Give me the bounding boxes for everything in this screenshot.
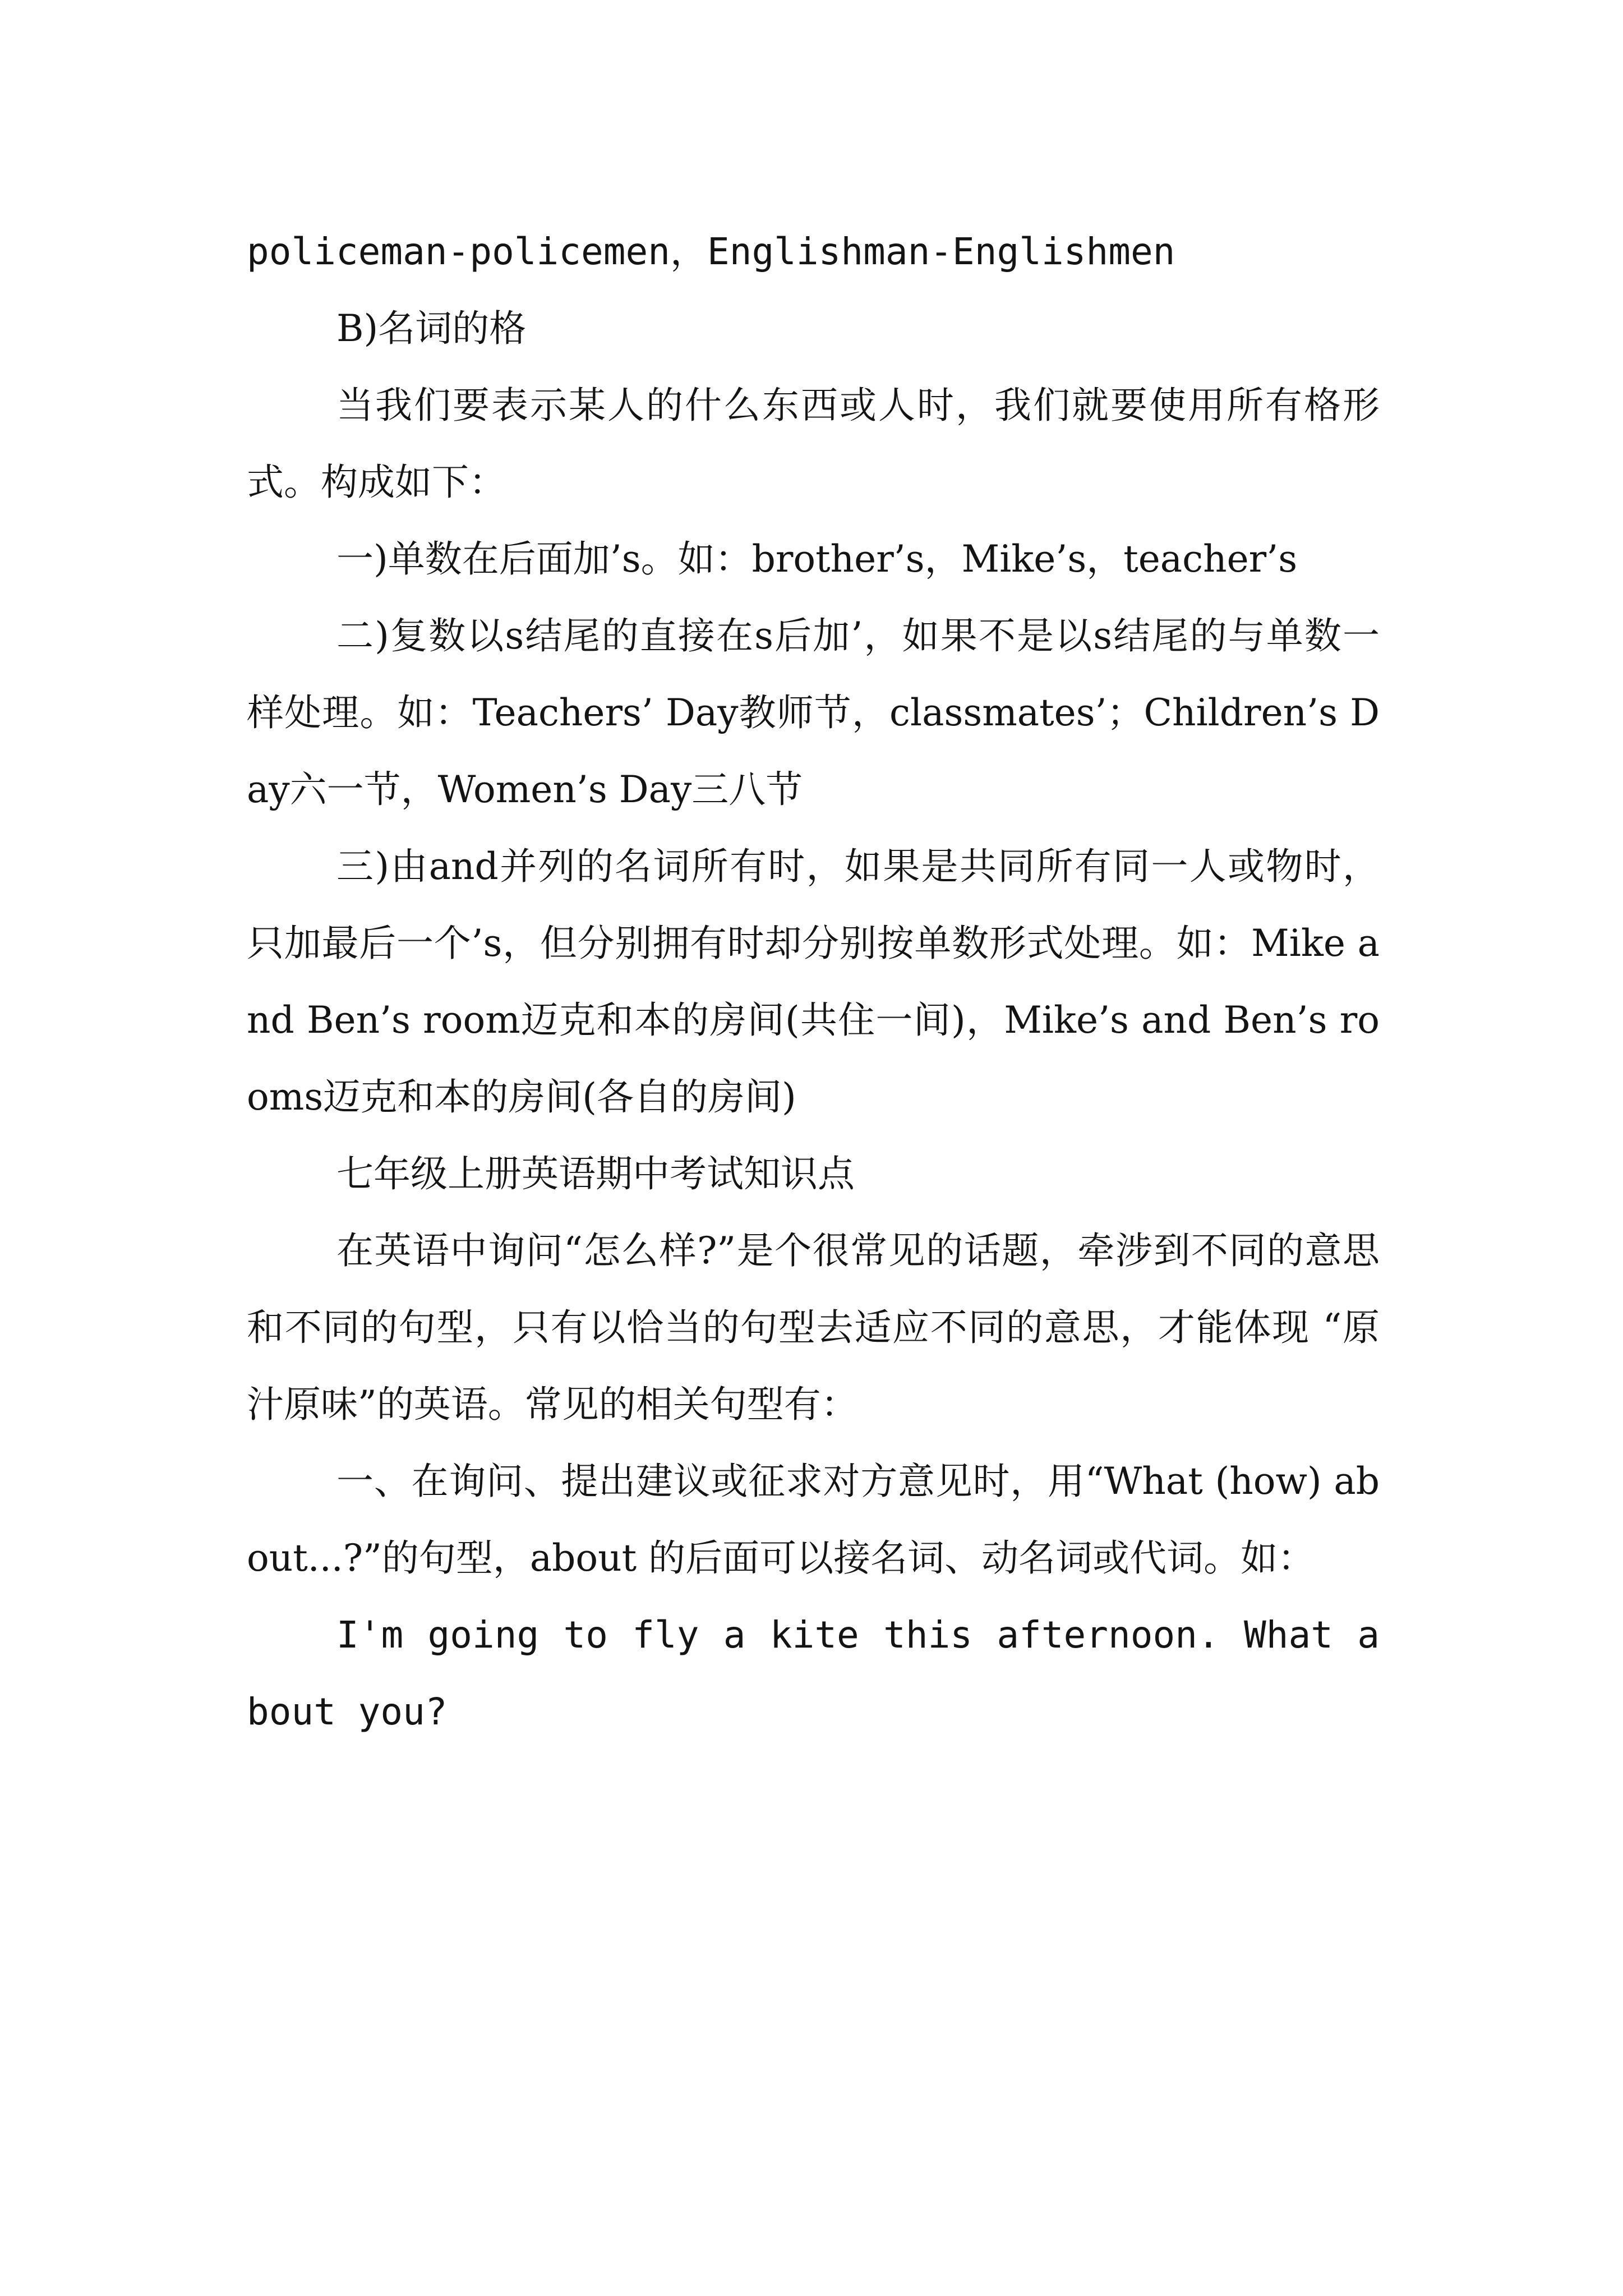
paragraph-example-sentence: I'm going to fly a kite this afternoon. What about you?	[247, 1613, 1380, 1733]
paragraph-rule-plural: 二)复数以s结尾的直接在s后加’，如果不是以s结尾的与单数一样处理。如：Teachers’ Day教师节，classmates’；Children’s Day六一节，Women’s Day三八节	[247, 614, 1380, 811]
paragraph-what-about: 一、在询问、提出建议或征求对方意见时，用“What (how) about...?”的句型，about 的后面可以接名词、动名词或代词。如：	[247, 1460, 1380, 1580]
section-heading-grade7: 七年级上册英语期中考试知识点	[336, 1152, 855, 1195]
paragraph-rule-singular: 一)单数在后面加’s。如：brother’s，Mike’s，teacher’s	[336, 537, 1298, 581]
paragraph-how-intro: 在英语中询问“怎么样?”是个很常见的话题，牵涉到不同的意思和不同的句型，只有以恰当的句型去适应不同的意思，才能体现 “原汁原味”的英语。常见的相关句型有：	[247, 1229, 1380, 1426]
section-heading-noun-case: B)名词的格	[336, 307, 527, 350]
paragraph-plural-examples: policeman-policemen，Englishman-Englishmen	[247, 230, 1175, 273]
document-body	[247, 213, 1380, 1750]
paragraph-possessive-intro: 当我们要表示某人的什么东西或人时，我们就要使用所有格形式。构成如下：	[247, 384, 1380, 504]
paragraph-rule-and: 三)由and并列的名词所有时，如果是共同所有同一人或物时，只加最后一个’s，但分别拥有时却分别按单数形式处理。如：Mike and Ben’s room迈克和本的房间(共住一间)，Mike’s and Ben’s rooms迈克和本的房间(各自的房间)	[247, 845, 1380, 1119]
